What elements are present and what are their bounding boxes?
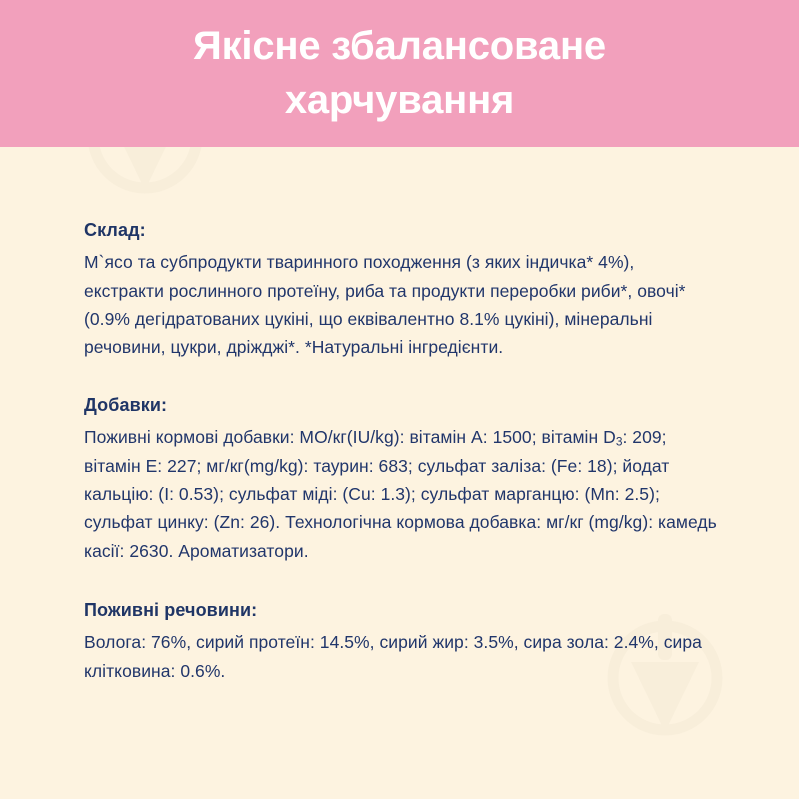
section-additives — [84, 362, 718, 565]
header-banner — [0, 0, 799, 147]
section-nutrients — [84, 565, 718, 685]
nutrients-heading: Поживні речовини: — [84, 599, 258, 620]
additives-text-part1: Поживні кормові добавки: МО/кг(IU/kg): вітамін А: 1500; вітамін D — [84, 427, 616, 448]
additives-text-part2: : 209; вітамін Е: 227; мг/кг(mg/kg): таурин: 683; сульфат заліза: (Fe: 18); йодат кальцію: (I: 0.53); сульфат міді: (Cu: 1.3); сульфат марганцю: (Mn: 2.5); сульфат цинку: (Zn: 26). Технологічна кормова добавка: мг/кг (mg/kg): камедь касії: 2630. Ароматизатори. — [84, 427, 717, 561]
composition-heading: Склад: — [84, 220, 146, 240]
page-title: Якісне збалансоване харчування — [193, 24, 606, 122]
composition-text: М`ясо та субпродукти тваринного походження (з яких індичка* 4%), екстракти рослинного протеїну, риба та продукти переробки риби*, овочі* (0.9% дегідратованих цукіні, що еквівалентно 8.1% цукіні), мінеральні речовини, цукри, дріжджі*. *Натуральні інгредієнти. — [84, 252, 686, 358]
nutrients-text: Волога: 76%, сирий протеїн: 14.5%, сирий жир: 3.5%, сира зола: 2.4%, сира клітковина: 0.6%. — [84, 632, 702, 681]
additives-text — [84, 423, 718, 565]
additives-heading: Добавки: — [84, 394, 168, 415]
vitamin-d-subscript: 3 — [615, 434, 623, 449]
content-area — [0, 147, 799, 685]
section-composition — [84, 147, 718, 362]
